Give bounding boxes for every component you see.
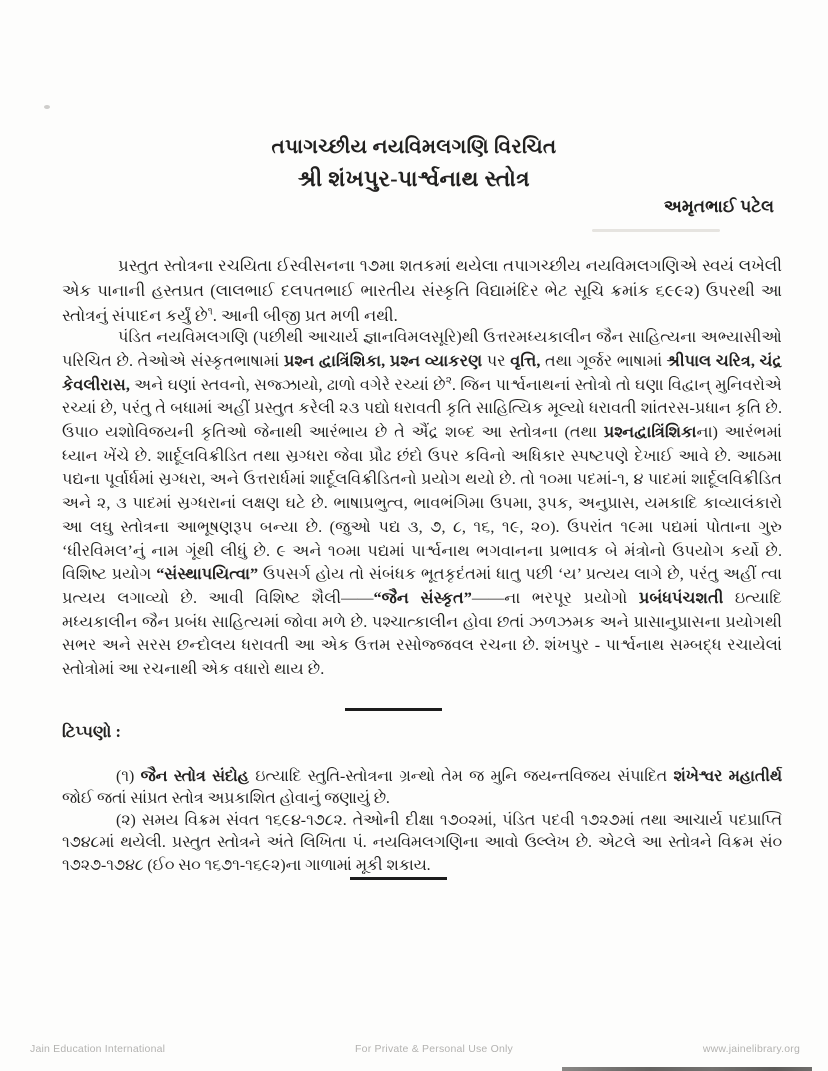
paragraph-1-text: પ્રસ્તુત સ્તોત્રના રચયિતા ઈસ્વીસનના ૧૭મા શતકમાં થયેલા તપાગચ્છીય નયવિમલગણિએ સ્વયં લખેલી એક પાનાની હસ્તપ્રત (લાલભાઈ દલપતભાઈ ભારતીય સંસ્કૃતિ વિદ્યામંદિર ભેટ સૂચિ ક્રમાંક ૬૯૯૨) ઉપરથી આ સ્તોત્રનું સંપાદન કર્યું છે bbox=[62, 255, 782, 325]
quoted-term-emphasis: “સંસ્થાપયિત્વા” bbox=[156, 565, 259, 584]
work-title-emphasis: પ્રશ્નદ્વાત્રિંશિકા bbox=[603, 423, 697, 441]
paragraph-2-segment: . જિન પાર્શ્વનાથનાં સ્તોત્રો તો ઘણા વિદ્વાન્ મુનિવરોએ રચ્યાં છે, પરંતુ તે બધામાં અહીં પ્રસ્તુત કરેલી ૨૩ પદ્યો ધરાવતી કૃતિ સાહિત્યિક મૂલ્યો ધરાવતી શાંતરસ-પ્રધાન કૃતિ છે. ઉપા૦ યશોવિજયની કૃતિઓ જેનાથી આરંભાય છે તે ઐંદ્ર શબ્દ આ સ્તોત્રના (તથા bbox=[62, 375, 783, 441]
paragraph-2-segment: ના) આરંભમાં ધ્યાન ખેંચે છે. શાર્દૂલવિક્રીડિત તથા સ્રગ્ધરા જેવા પ્રૌઢ છંદો ઉપર કવિનો અધિકાર સ્પષ્ટપણે દેખાઈ આવે છે. આઠમા પદ્યના પૂર્વાર્ધમાં સ્રગ્ધરા, અને ઉત્તરાર્ધમાં શાર્દૂલવિક્રીડિતનો પ્રયોગ થયો છે. તો ૧૦મા પદમાં-૧, ૪ પાદમાં શાર્દૂલવિક્રીડિત અને ૨, ૩ પાદમાં સ્રગ્ધરાનાં લક્ષણ ઘટે છે. ભાષાપ્રભુત્વ, ભાવભંગિમા ઉપમા, રૂપક, અનુપ્રાસ, યમકાદિ કાવ્યાલંકારો આ લઘુ સ્તોત્રના આભૂષણરૂપ બન્યા છે. (જુઓ પદ્ય ૩, ૭, ૮, ૧૬, ૧૯, ૨૦). ઉપરાંત ૧૯મા પદ્યમાં પોતાના ગુરુ ‘ધીરવિમલ’નું નામ ગૂંથી લીધું છે. ૯ અને ૧૦મા પદ્યમાં પાર્શ્વનાથ ભગવાનના પ્રભાવક બે મંત્રોનો ઉપયોગ કર્યો છે. વિશિષ્ટ પ્રયોગ bbox=[62, 423, 782, 584]
work-title-emphasis: જૈન સ્તોત્ર સંદોહ bbox=[140, 767, 249, 785]
scan-artifact-edge-smudge bbox=[562, 1067, 812, 1071]
paragraph-2-segment: તથા ગૂર્જર ભાષામાં bbox=[540, 351, 667, 370]
paragraph-2-segment: પંડિત નયવિમલગણિ (પછીથી આચાર્ય જ્ઞાનવિમલસૂરિ)થી ઉત્તરમધ્યકાલીન જૈન સાહિત્યના અભ્યાસીઓ પરિચિત છે. તેઓએ સંસ્કૃતભાષામાં bbox=[62, 328, 782, 370]
scan-artifact-speck bbox=[44, 105, 50, 109]
footnote-1-text: જોઈ જતાં સાંપ્રત સ્તોત્ર અપ્રકાશિત હોવાનું જણાયું છે. bbox=[62, 790, 390, 808]
footnote-2-text: સમય વિક્રમ સંવત ૧૬૯૪-૧૭૮૨. તેઓની દીક્ષા ૧૭૦૨માં, પંડિત પદવી ૧૭૨૭માં તથા આચાર્ય પદપ્રાપ્તિ ૧૭૪૮માં થયેલી. પ્રસ્તુત સ્તોત્રને અંતે લિખિતા પં. નયવિમલગણિના આવો ઉલ્લેખ છે. એટલે આ સ્તોત્રને વિક્રમ સં૦ ૧૭૨૭-૧૭૪૮ (ઈ૦ સ૦ ૧૬૭૧-૧૬૯૨)ના ગાળામાં મૂકી શકાય. bbox=[62, 811, 782, 874]
paragraph-2-segment: અને ઘણાં સ્તવનો, સજ્ઝાયો, ઢાળો વગેરે રચ્યાં છે bbox=[129, 375, 446, 394]
work-title-emphasis: શ્રીપાલ ચરિત્ર, ચંદ્ર કેવલીરાસ, bbox=[62, 351, 782, 394]
footnote-1-text: ઇત્યાદિ સ્તુતિ-સ્તોત્રના ગ્રન્થો તેમ જ મુનિ જયન્તવિજય સંપાદિત bbox=[248, 767, 674, 785]
document-title-line-1: તપાગચ્છીય નયવિમલગણિ વિરચિત bbox=[271, 136, 557, 158]
work-title-emphasis: પ્રબંધપંચશતી bbox=[638, 588, 724, 607]
work-title-emphasis: શંખેશ્વર મહાતીર્થ bbox=[673, 767, 783, 785]
footnote-1-marker: (૧) bbox=[116, 767, 141, 785]
footnote-2 bbox=[62, 810, 782, 878]
scan-footer bbox=[30, 1043, 800, 1055]
quoted-term-emphasis: “જૈન સંસ્કૃત” bbox=[373, 588, 472, 607]
paragraph-2-segment: ઉપસર્ગ હોય તો સંબંધક ભૂતકૃદંતમાં ધાતુ પછી ‘ય’ પ્રત્યય લાગે છે, પરંતુ અહીં ત્વા પ્રત્યય લગાવ્યો છે. આવી વિશિષ્ટ શૈલી—— bbox=[62, 565, 782, 607]
author-name: અમૃતભાઈ પટેલ bbox=[663, 197, 774, 216]
work-title-emphasis: વૃત્તિ, bbox=[510, 351, 541, 370]
section-divider-line bbox=[345, 708, 442, 711]
paragraph-2-segment: પર bbox=[482, 351, 511, 370]
paragraph-2-segment: ઇત્યાદિ મધ્યકાલીન જૈન પ્રબંધ સાહિત્યમાં જોવા મળે છે. પશ્ચાત્કાલીન હોવા છતાં ઝળઝમક અને પ્રાસાનુપ્રાસના પ્રયોગથી સભર અને સરસ છન્દોલય ધરાવતી આ એક ઉત્તમ રસોજ્જવલ રચના છે. શંખપુર - પાર્શ્વનાથ સમ્બદ્ધ રચાયેલાં સ્તોત્રોમાં આ રચનાથી એક વધારો થાય છે. bbox=[62, 588, 782, 679]
footnote-ref-1: ૧ bbox=[207, 306, 213, 317]
document-title-line-2: શ્રી શંખપુર-પાર્શ્વનાથ સ્તોત્ર bbox=[297, 166, 531, 191]
paragraph-2 bbox=[62, 326, 782, 682]
footnote-2-marker: (૨) bbox=[116, 811, 142, 829]
closing-divider-line bbox=[350, 877, 447, 880]
footer-website-text: www.jainelibrary.org bbox=[702, 1043, 800, 1055]
notes-section-heading: ટિપ્પણો : bbox=[62, 722, 122, 741]
work-title-emphasis: પ્રશ્ન દ્વાત્રિંશિકા, પ્રશ્ન વ્યાકરણ bbox=[283, 351, 483, 370]
footer-usage-text: For Private & Personal Use Only bbox=[355, 1043, 513, 1055]
footnote-1 bbox=[62, 766, 782, 811]
paragraph-2-segment: ——ના ભરપૂર પ્રયોગો bbox=[471, 588, 639, 607]
footnote-ref-2: ૨ bbox=[445, 375, 452, 387]
paragraph-1 bbox=[62, 253, 782, 328]
scan-artifact-smudge bbox=[592, 229, 720, 232]
paragraph-1-text: . આની બીજી પ્રત મળી નથી. bbox=[212, 305, 398, 325]
footer-publisher-text: Jain Education International bbox=[30, 1043, 166, 1055]
